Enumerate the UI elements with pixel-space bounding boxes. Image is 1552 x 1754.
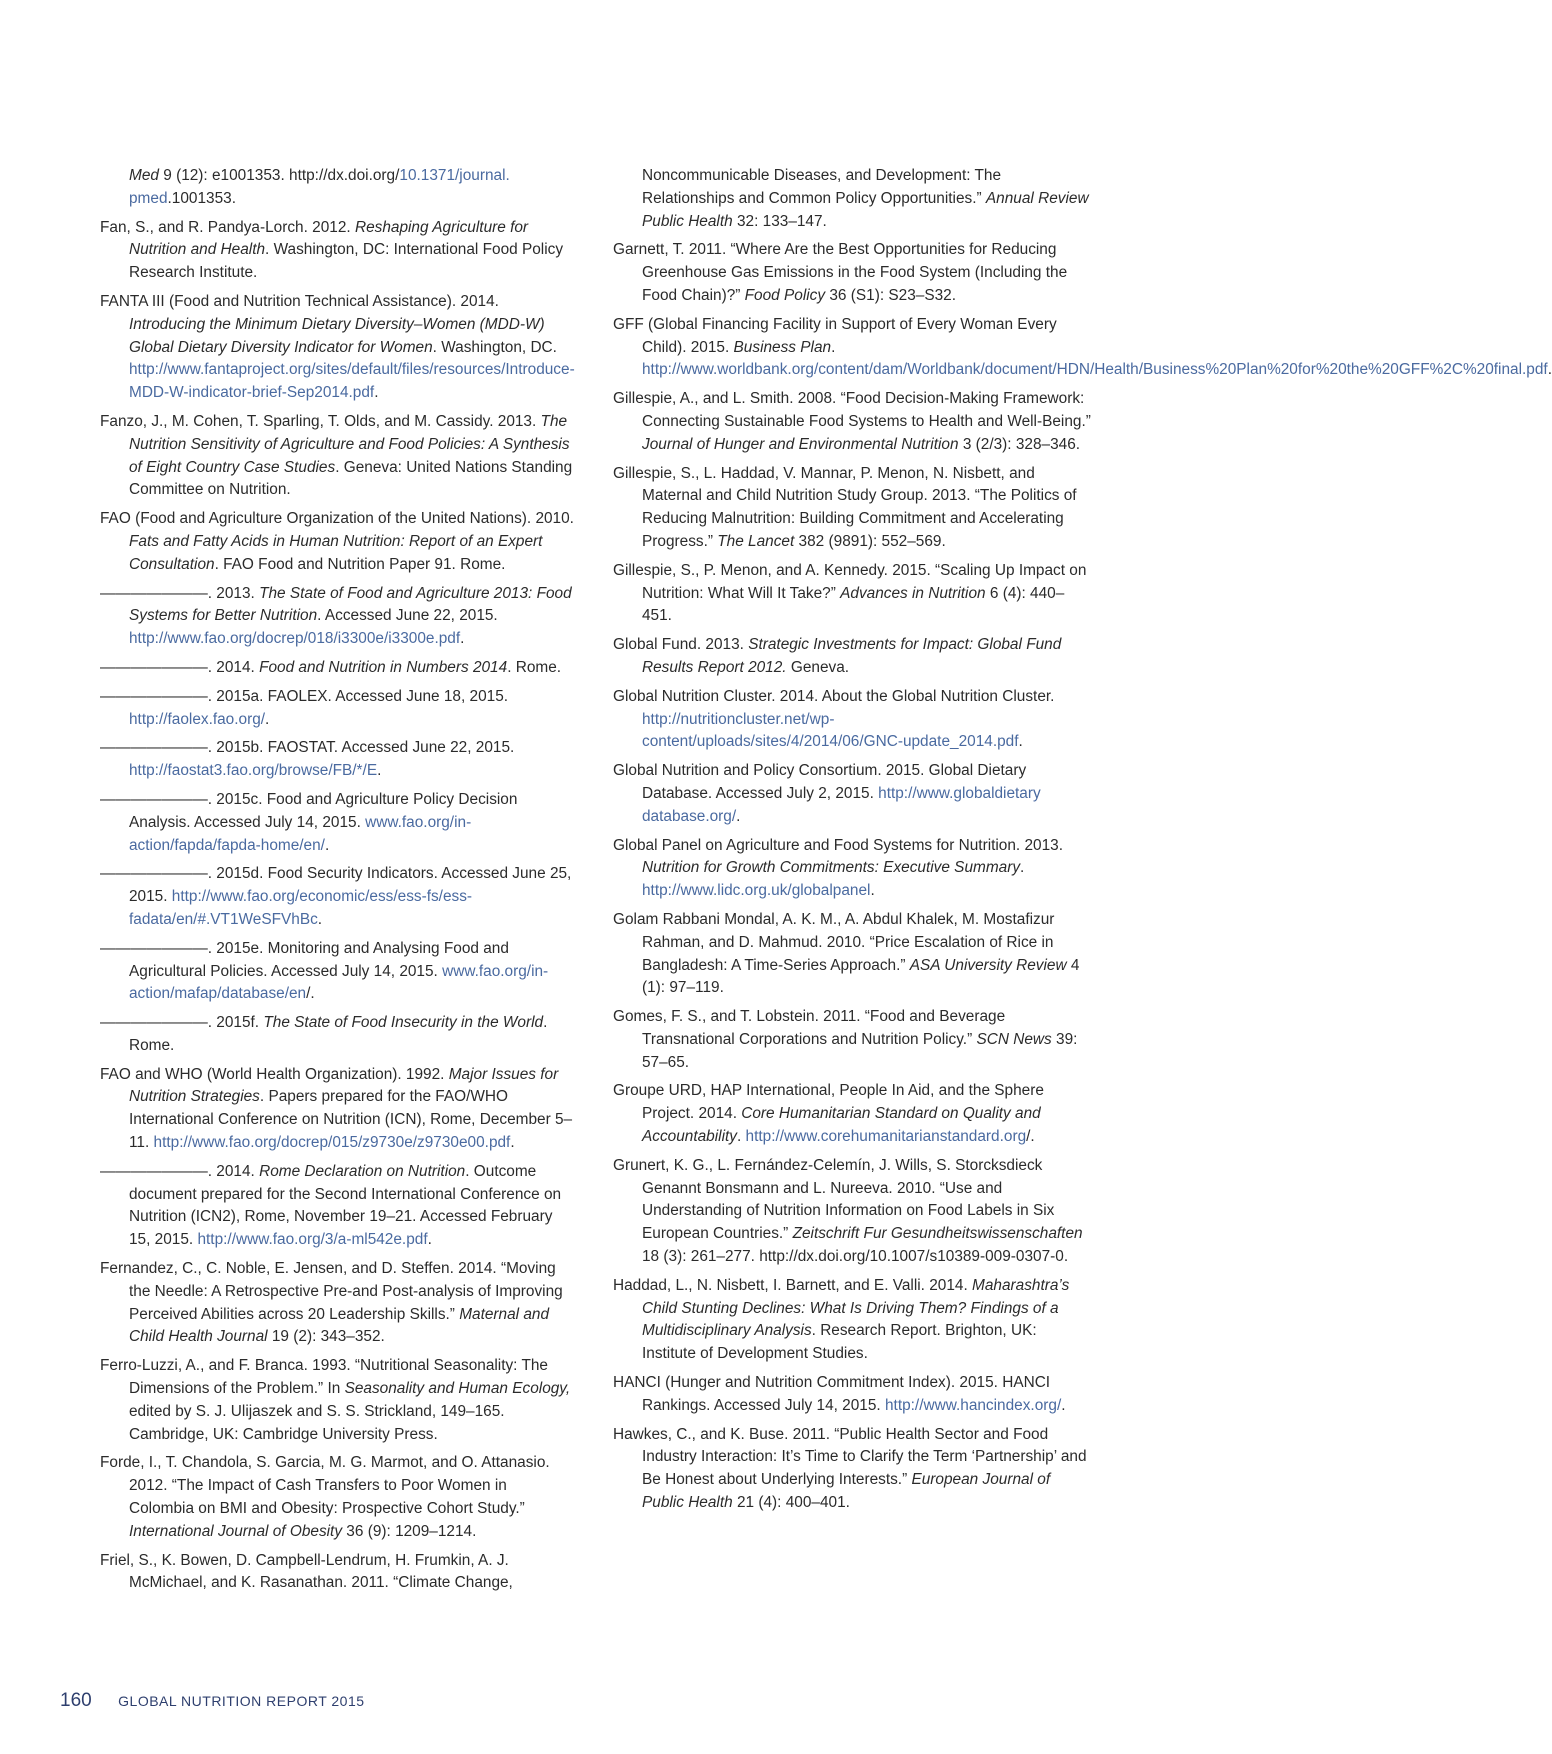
reference-text: Fan, S., and R. Pandya-Lorch. 2012.	[100, 218, 355, 236]
reference-text: .	[265, 710, 270, 728]
reference-entry	[100, 508, 576, 576]
reference-link[interactable]: http://www.corehumanitarianstandard.org	[745, 1128, 1027, 1146]
reference-entry	[100, 411, 576, 502]
reference-text: Gomes, F. S., and T. Lobstein. 2011. “Food and Beverage Transnational Corporations and Nutrition Policy.”	[613, 1008, 1006, 1048]
reference-text: .1001353.	[167, 189, 236, 207]
reference-entry	[100, 291, 576, 405]
reference-text: Global Nutrition and Policy Consortium. 2015. Global Dietary Database. Accessed July 2, 2015.	[613, 762, 1027, 802]
reference-text: /.	[306, 985, 315, 1003]
reference-italic-title: SCN News	[976, 1030, 1052, 1048]
reference-text: . Rome.	[507, 658, 562, 676]
reference-text: Global Nutrition Cluster. 2014. About the Global Nutrition Cluster.	[613, 687, 1055, 705]
reference-entry	[100, 1258, 576, 1349]
reference-entry	[613, 909, 1093, 1000]
reference-italic-title: Annual Review Public Health	[642, 189, 1089, 230]
reference-text: Golam Rabbani Mondal, A. K. M., A. Abdul Khalek, M. Mostafizur Rahman, and D. Mahmud. 2010. “Price Escalation of Rice in Bangladesh: A Time-Series Approach.”	[613, 910, 1055, 974]
reference-text: .	[427, 1231, 432, 1249]
references-right-column	[613, 165, 1552, 1521]
reference-entry	[100, 686, 576, 732]
reference-text: .	[870, 882, 875, 900]
reference-italic-title: Advances in Nutrition	[840, 584, 986, 602]
report-title: GLOBAL NUTRITION REPORT 2015	[118, 1693, 365, 1709]
reference-italic-title: Maharashtra’s Child Stunting Declines: What Is Driving Them? Findings of a Multidisciplinary Analysis	[642, 1276, 1070, 1340]
reference-text: FANTA III (Food and Nutrition Technical Assistance). 2014.	[100, 292, 499, 310]
reference-italic-title: Fats and Fatty Acids in Human Nutrition: Report of an Expert Consultation	[129, 532, 543, 573]
reference-text: . Washington, DC.	[432, 338, 557, 356]
reference-text: Groupe URD, HAP International, People In Aid, and the Sphere Project. 2014.	[613, 1082, 1044, 1123]
reference-text: ———————. 2015f.	[100, 1014, 264, 1032]
reference-entry	[613, 1080, 1093, 1148]
reference-entry	[613, 1275, 1093, 1366]
reference-text: FAO (Food and Agriculture Organization of the United Nations). 2010.	[100, 510, 574, 528]
reference-text: ———————. 2015b. FAOSTAT. Accessed June 22, 2015.	[100, 739, 515, 757]
reference-link[interactable]: http://www.fao.org/docrep/015/z9730e/z9730e00.pdf	[153, 1134, 511, 1152]
reference-text: ———————. 2013.	[100, 584, 260, 602]
reference-italic-title: ASA University Review	[909, 956, 1067, 974]
reference-entry	[100, 1355, 576, 1446]
reference-text: Haddad, L., N. Nisbett, I. Barnett, and E. Valli. 2014.	[613, 1276, 973, 1294]
references-left-column	[100, 165, 576, 1601]
reference-text: Ferro-Luzzi, A., and F. Branca. 1993. “Nutritional Seasonality: The Dimensions of the Problem.” In	[100, 1357, 548, 1398]
reference-text: Global Panel on Agriculture and Food Systems for Nutrition. 2013.	[613, 836, 1063, 854]
reference-text: . FAO Food and Nutrition Paper 91. Rome.	[214, 555, 506, 573]
reference-text: .	[317, 910, 323, 928]
reference-link[interactable]: http://www.fao.org/docrep/018/i3300e/i3300e.pdf	[129, 630, 461, 648]
reference-entry	[100, 789, 576, 857]
reference-entry	[100, 657, 576, 680]
reference-text: .	[1018, 733, 1023, 751]
reference-text: 21 (4): 400–401.	[732, 1494, 850, 1512]
reference-entry	[613, 1424, 1093, 1515]
reference-text: Forde, I., T. Chandola, S. Garcia, M. G. Marmot, and O. Attanasio. 2012. “The Impact of Cash Transfers to Poor Women in Colombia on BMI and Obesity: Prospective Cohort Study.”	[100, 1454, 550, 1518]
reference-entry	[613, 1372, 1093, 1418]
reference-text: ———————. 2015c. Food and Agriculture Policy Decision Analysis. Accessed July 14, 2015.	[100, 790, 518, 831]
reference-text: 36 (9): 1209–1214.	[342, 1522, 477, 1540]
reference-text: . Geneva: United Nations Standing Committee on Nutrition.	[129, 458, 573, 499]
reference-text: .	[831, 338, 836, 356]
reference-entry	[100, 1550, 576, 1596]
reference-link[interactable]: http://www.worldbank.org/content/dam/Worldbank/document/HDN/Health/Business%20Plan%20for%20the%20GFF%2C%20final.pdf	[642, 361, 1548, 379]
reference-entry	[100, 583, 576, 651]
reference-text: /.	[1026, 1128, 1035, 1146]
reference-entry	[100, 1161, 576, 1252]
reference-entry	[613, 314, 1552, 382]
reference-entry	[100, 1452, 576, 1543]
reference-text: Gillespie, S., P. Menon, and A. Kennedy. 2015. “Scaling Up Impact on Nutrition: What Will It Take?”	[613, 561, 1087, 602]
reference-link[interactable]: www.fao.org/in-action/mafap/database/en	[129, 962, 549, 1003]
reference-text: ———————. 2015a. FAOLEX. Accessed June 18, 2015.	[100, 687, 509, 705]
reference-entry	[100, 737, 576, 783]
reference-entry	[100, 1064, 576, 1155]
reference-text: 32: 133–147.	[732, 212, 827, 230]
reference-entry	[613, 388, 1093, 456]
reference-text: .	[736, 807, 741, 825]
reference-italic-title: Major Issues for Nutrition Strategies	[129, 1065, 559, 1106]
reference-entry	[100, 863, 576, 931]
page-footer	[60, 1690, 365, 1712]
reference-text: .	[324, 836, 330, 854]
reference-italic-title: European Journal of Public Health	[642, 1471, 1051, 1512]
reference-italic-title: Core Humanitarian Standard on Quality and Accountability	[642, 1105, 1041, 1146]
reference-italic-title: The Nutrition Sensitivity of Agriculture and Food Policies: A Synthesis of Eight Country Case Studies	[129, 412, 570, 476]
reference-text: .	[1020, 859, 1025, 877]
reference-link[interactable]: http://www.hancindex.org/	[884, 1396, 1062, 1414]
reference-text: . Rome.	[129, 1014, 548, 1054]
reference-text: . Outcome document prepared for the Second International Conference on Nutrition (ICN2), Rome, November 19–21. Accessed February 15, 2015.	[129, 1162, 562, 1249]
reference-link[interactable]: http://www.fao.org/economic/ess/ess-fs/ess-fadata/en/#.VT1WeSFVhBc	[129, 888, 473, 928]
reference-italic-title: Journal of Hunger and Environmental Nutrition	[642, 435, 959, 453]
reference-text: 3 (2/3): 328–346.	[958, 435, 1081, 453]
reference-text: 18 (3): 261–277. http://dx.doi.org/10.1007/s10389-009-0307-0.	[642, 1248, 1069, 1266]
reference-entry	[613, 835, 1093, 903]
reference-text: . Papers prepared for the FAO/WHO International Conference on Nutrition (ICN), Rome, December 5–11.	[129, 1088, 573, 1152]
reference-entry	[613, 239, 1093, 307]
reference-text: 382 (9891): 552–569.	[794, 532, 946, 550]
reference-text: 9 (12): e1001353. http://dx.doi.org/	[158, 167, 400, 184]
reference-text: FAO and WHO (World Health Organization). 1992.	[100, 1065, 449, 1083]
reference-text: . Research Report. Brighton, UK: Institute of Development Studies.	[642, 1322, 1037, 1363]
reference-text: 39: 57–65.	[642, 1030, 1078, 1071]
reference-text: Fanzo, J., M. Cohen, T. Sparling, T. Olds, and M. Cassidy. 2013.	[100, 412, 541, 430]
reference-entry	[613, 165, 1093, 233]
reference-entry	[613, 634, 1093, 680]
reference-italic-title: The State of Food Insecurity in the World	[263, 1014, 544, 1032]
reference-text: .	[377, 762, 382, 780]
reference-entry	[613, 560, 1093, 628]
reference-entry	[613, 1155, 1093, 1269]
reference-text: ———————. 2015e. Monitoring and Analysing Food and Agricultural Policies. Accessed July 14, 2015.	[100, 939, 509, 980]
reference-text: .	[1547, 361, 1552, 379]
reference-text: Garnett, T. 2011. “Where Are the Best Opportunities for Reducing Greenhouse Gas Emissions in the Food System (Including the Food Chain)?”	[613, 241, 1068, 304]
reference-entry	[613, 760, 1093, 828]
reference-italic-title: The Lancet	[717, 532, 795, 550]
reference-text: Global Fund. 2013.	[613, 636, 749, 654]
reference-text: .	[736, 1128, 746, 1146]
reference-italic-title: Business Plan	[733, 338, 832, 356]
reference-link[interactable]: http://www.fao.org/3/a-ml542e.pdf	[197, 1231, 428, 1249]
reference-link[interactable]: 10.1371/journal. pmed	[129, 167, 510, 207]
reference-text: Hawkes, C., and K. Buse. 2011. “Public Health Sector and Food Industry Interaction: It’s Time to Clarify the Term ‘Partnership’ and Be Honest about Underlying Interests.”	[613, 1425, 1087, 1489]
reference-text: .	[460, 630, 465, 648]
reference-italic-title: The State of Food and Agriculture 2013: Food Systems for Better Nutrition	[129, 584, 572, 625]
reference-entry	[100, 217, 576, 285]
reference-text: . Washington, DC: International Food Policy Research Institute.	[129, 241, 564, 282]
reference-link[interactable]: http://www.globaldietary database.org/	[642, 784, 1041, 825]
reference-italic-title: Strategic Investments for Impact: Global Fund Results Report 2012.	[642, 636, 1062, 676]
reference-link[interactable]: www.fao.org/in-action/fapda/fapda-home/en/	[129, 813, 472, 854]
reference-link[interactable]: http://faolex.fao.org/	[129, 710, 266, 728]
reference-italic-title: Zeitschrift Fur Gesundheitswissenschaften	[792, 1225, 1083, 1243]
reference-text: .	[374, 384, 379, 402]
reference-italic-title: Seasonality and Human Ecology,	[344, 1380, 571, 1398]
reference-text: 19 (2): 343–352.	[267, 1328, 385, 1346]
reference-text: Geneva.	[786, 658, 850, 676]
reference-text: 4 (1): 97–119.	[642, 956, 1080, 997]
reference-entry	[100, 165, 576, 211]
reference-italic-title: Food Policy	[744, 286, 826, 304]
reference-text: 6 (4): 440–451.	[642, 584, 1065, 625]
reference-text: . Accessed June 22, 2015.	[317, 607, 498, 625]
reference-link[interactable]: http://www.fantaproject.org/sites/default/files/resources/Introduce-MDD-W-indicator-brief-Sep2014.pdf	[129, 361, 575, 402]
reference-text: Fernandez, C., C. Noble, E. Jensen, and D. Steffen. 2014. “Moving the Needle: A Retrospective Pre-and Post-analysis of Improving Perceived Abilities across 20 Leadership Skills.”	[100, 1260, 563, 1323]
page-number: 160	[60, 1690, 92, 1711]
reference-text: Grunert, K. G., L. Fernández-Celemín, J. Wills, S. Storcksdieck Genannt Bonsmann and L. Nureeva. 2010. “Use and Understanding of Nutrition Information on Food Labels in Six European Countries.”	[613, 1156, 1055, 1243]
reference-italic-title: Med	[129, 167, 159, 184]
reference-italic-title: Maternal and Child Health Journal	[129, 1305, 550, 1346]
reference-text: HANCI (Hunger and Nutrition Commitment Index). 2015. HANCI Rankings. Accessed July 14, 2015.	[613, 1374, 1051, 1414]
reference-link[interactable]: http://nutritioncluster.net/wp-content/uploads/sites/4/2014/06/GNC-update_2014.pdf	[642, 710, 1019, 751]
reference-text: edited by S. J. Ulijaszek and S. S. Strickland, 149–165. Cambridge, UK: Cambridge University Press.	[129, 1402, 505, 1443]
reference-text: ———————. 2014.	[100, 1162, 260, 1180]
reference-italic-title: Nutrition for Growth Commitments: Executive Summary	[642, 859, 1021, 877]
reference-entry	[100, 1012, 576, 1058]
reference-text: Gillespie, A., and L. Smith. 2008. “Food Decision-Making Framework: Connecting Sustainable Food Systems to Health and Well-Being.”	[613, 390, 1091, 430]
reference-link[interactable]: http://faostat3.fao.org/browse/FB/*/E	[129, 762, 378, 780]
reference-entry	[613, 1006, 1093, 1074]
reference-text: Noncommunicable Diseases, and Development: The Relationships and Common Policy Opportunities.”	[642, 167, 1002, 207]
reference-italic-title: Reshaping Agriculture for Nutrition and Health	[129, 218, 529, 259]
reference-text: ———————. 2015d. Food Security Indicators. Accessed June 25, 2015.	[100, 865, 572, 906]
reference-entry	[613, 686, 1093, 754]
reference-italic-title: Introducing the Minimum Dietary Diversity–Women (MDD-W) Global Dietary Diversity Indicator for Women	[129, 315, 545, 356]
reference-italic-title: Food and Nutrition in Numbers 2014	[259, 658, 508, 676]
reference-link[interactable]: http://www.lidc.org.uk/globalpanel	[642, 882, 871, 900]
reference-text: Gillespie, S., L. Haddad, V. Mannar, P. Menon, N. Nisbett, and Maternal and Child Nutrition Study Group. 2013. “The Politics of Reducing Malnutrition: Building Commitment and Accelerating Progress.”	[613, 464, 1077, 550]
reference-italic-title: International Journal of Obesity	[129, 1522, 343, 1540]
reference-text: ———————. 2014.	[100, 658, 260, 676]
reference-text: Friel, S., K. Bowen, D. Campbell-Lendrum, H. Frumkin, A. J. McMichael, and K. Rasanathan. 2011. “Climate Change,	[100, 1551, 513, 1592]
reference-text: .	[510, 1134, 515, 1152]
reference-italic-title: Rome Declaration on Nutrition	[259, 1162, 466, 1180]
reference-text: GFF (Global Financing Facility in Support of Every Woman Every Child). 2015.	[613, 315, 1057, 356]
reference-text: .	[1061, 1396, 1066, 1414]
reference-entry	[100, 938, 576, 1006]
reference-entry	[613, 463, 1093, 554]
reference-text: 36 (S1): S23–S32.	[825, 286, 956, 304]
